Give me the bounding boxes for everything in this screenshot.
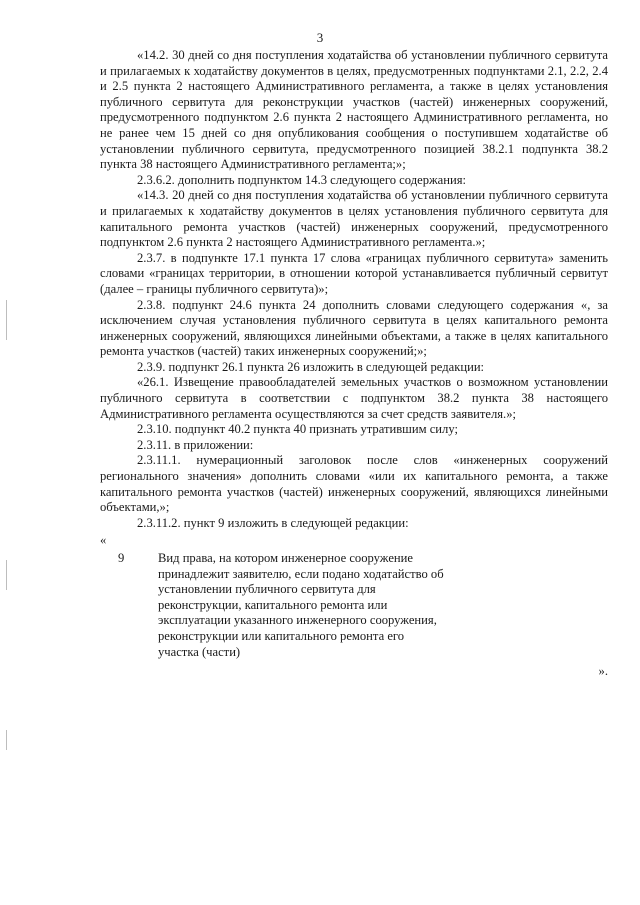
paragraph-2-3-11: 2.3.11. в приложении: xyxy=(137,437,254,452)
paragraph-2-3-10: 2.3.10. подпункт 40.2 пункта 40 признать утратившим силу; xyxy=(137,422,458,437)
paragraph-2-3-9: 2.3.9. подпункт 26.1 пункта 26 изложить в следующей редакции: xyxy=(137,359,485,374)
table-row-text: Вид права, на котором инженерное сооружение принадлежит заявителю, если подано ходатайство об установлении публичного сервитута для реконструкции, капитального ремонта или эксплуатации указанного инженерного сооружения, реконструкции или капитального ремонта его участка (части) xyxy=(158,551,444,659)
table-row xyxy=(100,551,608,660)
document-body xyxy=(100,48,608,680)
paragraph-2-3-7: 2.3.7. в подпункте 17.1 пункта 17 слова «границах публичного сервитута» заменить словами «границах территории, в отношении которой устанавливается публичный сервитут (далее – границы публичного сервитута)»; xyxy=(100,250,608,296)
quote-close: ». xyxy=(598,664,608,679)
margin-scan-mark xyxy=(6,730,7,750)
paragraph-2-3-11-2: 2.3.11.2. пункт 9 изложить в следующей редакции: xyxy=(137,515,409,530)
paragraph-2-3-6-2: 2.3.6.2. дополнить подпунктом 14.3 следующего содержания: xyxy=(137,172,467,187)
page-number: 3 xyxy=(316,30,324,45)
paragraph-26-1: «26.1. Извещение правообладателей земельных участков о возможном установлении публичного сервитута в соответствии с подпунктом 38.2 пункта 38 настоящего Административного регламента осуществляются за счет средств заявителя.»; xyxy=(100,375,608,421)
paragraph-14-2: «14.2. 30 дней со дня поступления ходатайства об установлении публичного сервитута и прилагаемых к ходатайству документов в целях, предусмотренных подпунктами 2.1, 2.2, 2.4 и 2.5 пункта 2 настоящего Административного регламента, а также в целях установления публичного сервитута для реконструкции участков (частей) инженерных сооружений, предусмотренного подпунктом 2.6 пункта 2 настоящего Административного регламента, но не ранее чем 15 дней со дня опубликования сообщения о поступившем ходатайстве об установлении публичного сервитута, предусмотренного позицией 38.2.1 подпункта 38.2 пункта 38 настоящего Административного регламента;»; xyxy=(100,48,608,172)
quote-open: « xyxy=(100,533,107,548)
paragraph-14-3: «14.3. 20 дней со дня поступления ходатайства об установлении публичного сервитута и прилагаемых к ходатайству документов в целях установления публичного сервитута для капитального ремонта участков (частей) инженерных сооружений, предусмотренного подпунктом 2.6 пункта 2 настоящего Административного регламента.»; xyxy=(100,188,608,250)
margin-scan-mark xyxy=(6,560,7,590)
table-row-number: 9 xyxy=(118,551,125,565)
margin-scan-mark xyxy=(6,300,7,340)
paragraph-2-3-8: 2.3.8. подпункт 24.6 пункта 24 дополнить словами следующего содержания «, за исключением случая установления публичного сервитута в целях капитального ремонта инженерных сооружений, являющихся линейными объектами, а также в целях капитального ремонта участков (частей) таких инженерных сооружений;»; xyxy=(100,297,608,359)
paragraph-2-3-11-1: 2.3.11.1. нумерационный заголовок после слов «инженерных сооружений регионального значения» дополнить словами «или их капитального ремонта, а также капитального ремонта участков (частей) инженерных сооружений, являющихся линейными объектами,»; xyxy=(100,453,608,515)
